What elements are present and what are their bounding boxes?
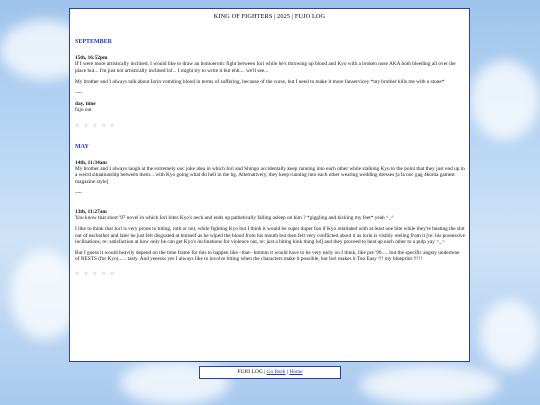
entry-paragraph: You know that short '97 novel in which Iori bites Kyo's neck and ends up pathetically falling asleep on him ? *giggling and kicking my feet* yeah ^_^ [75,215,394,222]
entry-timestamp: 14th, 11:34am [75,160,107,167]
entry-timestamp: day, time [75,101,96,108]
entry-paragraph: I like to think that Iori is very prone to biting, roth or not, while fighting Kyo but I think it would be super duper fun if Kyo retaliated with at least one bite while they're beating the shit out of eachother and later he just felt disgusted at himself as he wiped the blood from his mouth but then felt very conflicted about it as iorin is visibly reeling from it [re: his possessive inclinations, re: satisfaction at how only he can get Kyo's inclinations for violence out, re: just a biting kink thing lol] and they proceed to beat up each other to a pulp yay >_< [75,226,465,245]
footer-separator: | [286,369,289,375]
footer-label: FUJO LOG [237,369,263,375]
log-entry [75,55,465,96]
log-entry [75,160,465,196]
log-content [75,39,465,279]
entry-paragraph: My brother and I always talk about Iorin vomiting blood in terms of suffering, because of the curse, but I need to make it more fanservicey *my brother kills me with a stone* [75,78,445,85]
entry-timestamp: 13th, 11:27am [75,209,107,216]
footer-separator: | [264,369,266,375]
go-back-link[interactable]: Go Back [266,369,286,375]
entry-paragraph: My brother and I always laugh at the extremely ooc joke idea in which Iori and Shingo accidentally keep running into each other while stalking Kyo to the point that they just end up in a weird situationship between them... with Kyo going what du hell in the bg. Alternatively, they keep running into each other wearing wedding dresses [a la ooc gag 4koma gamest magazine style] [75,166,465,185]
month-heading-september: SEPTEMBER [75,39,113,45]
log-entry [75,209,465,262]
star-divider: ☆ ☆ ☆ ☆ ☆ [75,272,116,278]
star-divider: ☆ ☆ ☆ ☆ ☆ [75,123,116,129]
log-panel [69,8,470,362]
entry-paragraph: But I guess it would heavily depend on the time frame for this to happen like –that– hmmm it would have to be very early on I think, like pre '99..... but the specific angsty undertone of NESTS (for Kyo)...... tasty. And yeeesss yes I always like to involve biting when the characters make it possible, but Iori makes it Too Easy !!! my blueprint !!!!! [75,250,460,263]
entry-separator: ---- [75,189,83,196]
entry-paragraph: fujo out [75,107,92,114]
page-title: KING OF FIGHTERS | 2025 | FUJO LOG [213,13,326,20]
log-entry [75,101,465,113]
month-heading-may: MAY [75,143,89,150]
home-link[interactable]: Home [289,369,303,375]
entry-separator: ---- [75,90,83,97]
entry-paragraph: If I were more artistically inclined, I would like to draw an homoerotic fight between Iori while he's throwing up blood and Kyo with a broken nose AKA both bleeding all over the place but... I'm just not artistically inclined lol... I might try to write it but ehh.... we'll see... [75,61,456,74]
entry-timestamp: 15th, 16:52pm [75,55,108,62]
footer-nav [199,366,341,379]
